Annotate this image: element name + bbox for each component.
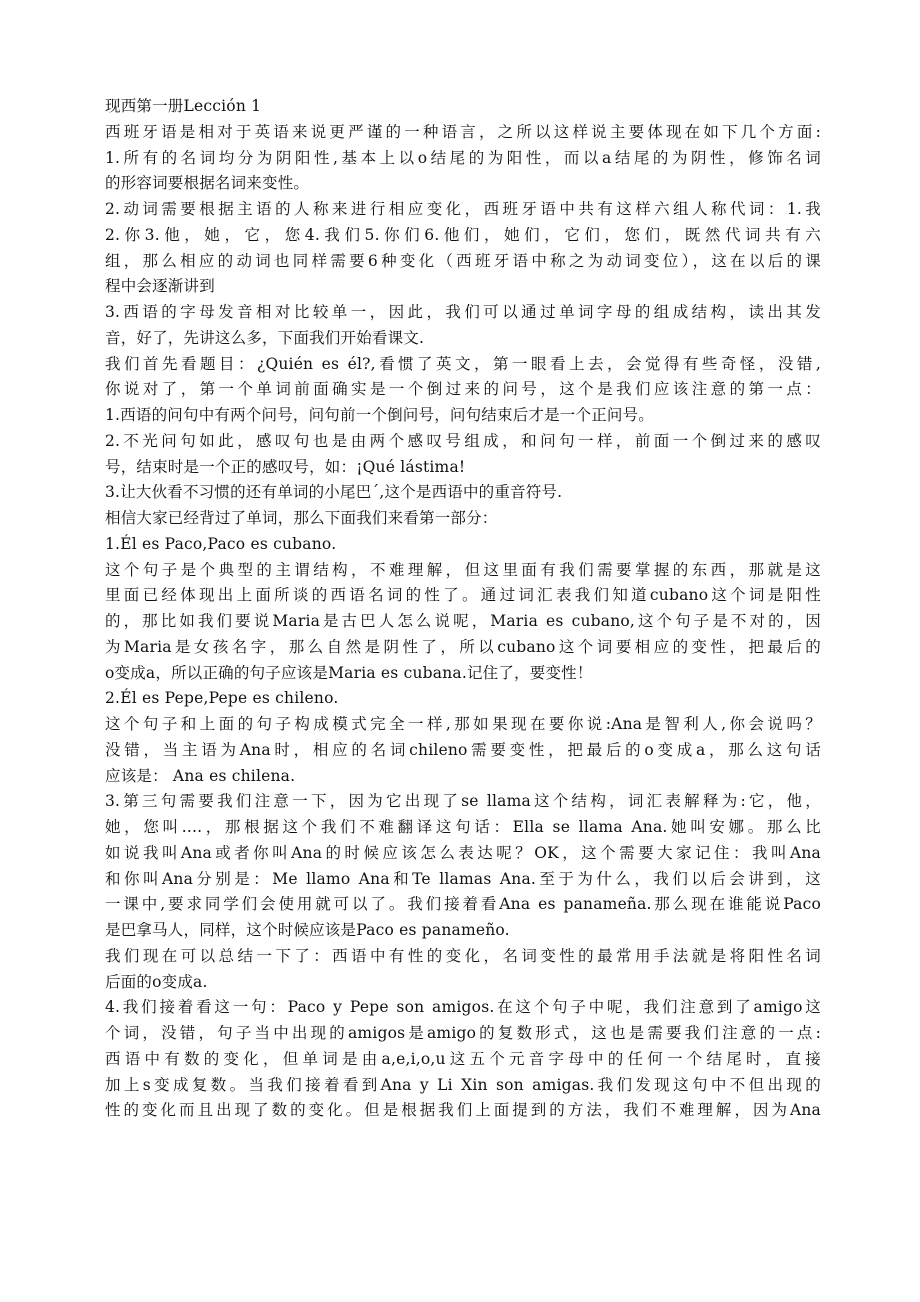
text-line: 应该是： Ana es chilena. xyxy=(105,766,296,785)
text-line: 程中会逐渐讲到 xyxy=(105,277,215,296)
text-line: 现西第一册Lección 1 xyxy=(105,97,262,115)
text-line: 这个句子是个典型的主谓结构，不难理解，但这里面有我们需要掌握的东西，那就是这 xyxy=(105,560,821,579)
text-line: 相信大家已经背过了单词，那么下面我们来看第一部分： xyxy=(105,509,498,527)
text-line: 性的变化而且出现了数的变化。但是根据我们上面提到的方法，我们不难理解，因为Ana xyxy=(105,1101,821,1120)
text-line: 的，那比如我们要说Maria是古巴人怎么说呢，Maria es cubano,这个句子是不对的，因 xyxy=(105,612,821,630)
text-line: 后面的o变成a. xyxy=(105,972,208,991)
text-line: 加上s变成复数。当我们接着看到Ana y Li Xin son amigas.我们发现这句中不但出现的 xyxy=(105,1075,821,1094)
text-line: 你说对了，第一个单词前面确实是一个倒过来的问号，这个是我们应该注意的第一点： xyxy=(105,380,821,399)
text-line: 西班牙语是相对于英语来说更严谨的一种语言，之所以这样说主要体现在如下几个方面: xyxy=(105,122,821,141)
text-line: 为Maria是女孩名字，那么自然是阴性了，所以cubano这个词要相应的变性，把最后的 xyxy=(105,637,821,656)
text-line: 西语中有数的变化，但单词是由a,e,i,o,u这五个元音字母中的任何一个结尾时，直接 xyxy=(105,1049,821,1068)
text-line: 没错，当主语为Ana时，相应的名词chileno需要变性，把最后的o变成a，那么这句话 xyxy=(105,740,821,759)
text-line: 我们首先看题目：¿Quién es él?,看惯了英文，第一眼看上去，会觉得有些奇怪，没错, xyxy=(105,354,821,373)
text-line: 组，那么相应的动词也同样需要6种变化（西班牙语中称之为动词变位），这在以后的课 xyxy=(105,251,821,270)
text-line: 是巴拿马人，同样，这个时候应该是Paco es panameño. xyxy=(105,921,510,939)
text-line: 如说我叫Ana或者你叫Ana的时候应该怎么表达呢？OK，这个需要大家记住：我叫Ana xyxy=(105,843,821,862)
text-line: 2.动词需要根据主语的人称来进行相应变化，西班牙语中共有这样六组人称代词：1.我 xyxy=(105,200,821,218)
text-line: 2.不光问句如此，感叹句也是由两个感叹号组成，和问句一样，前面一个倒过来的感叹 xyxy=(105,431,821,450)
text-line: 1.西语的问句中有两个问号，问句前一个倒问号，问句结束后才是一个正问号。 xyxy=(105,406,654,424)
text-line: 2.Él es Pepe,Pepe es chileno. xyxy=(105,689,339,708)
text-line: 我们现在可以总结一下了：西语中有性的变化，名词变性的最常用手法就是将阳性名词 xyxy=(105,946,821,965)
text-line: 3.让大伙看不习惯的还有单词的小尾巴´,这个是西语中的重音符号. xyxy=(105,483,563,502)
text-line: 个词，没错，句子当中出现的amigos是amigo的复数形式，这也是需要我们注意的一点: xyxy=(105,1024,821,1042)
text-line: 这个句子和上面的句子构成模式完全一样,那如果现在要你说:Ana是智利人,你会说吗？ xyxy=(105,715,821,733)
text-line: 4.我们接着看这一句：Paco y Pepe son amigos.在这个句子中呢，我们注意到了amigo这 xyxy=(105,998,821,1017)
text-line: 3.西语的字母发音相对比较单一，因此，我们可以通过单词字母的组成结构，读出其发 xyxy=(105,303,821,321)
text-line: 2.你3.他，她，它，您4.我们5.你们6.他们，她们，它们，您们，既然代词共有六 xyxy=(105,225,821,244)
text-line: 1.所有的名词均分为阴阳性,基本上以o结尾的为阳性，而以a结尾的为阴性，修饰名词 xyxy=(105,148,821,167)
text-line: 的形容词要根据名词来变性。 xyxy=(105,174,310,193)
text-line: 里面已经体现出上面所谈的西语名词的性了。通过词汇表我们知道cubano这个词是阳性 xyxy=(105,586,821,605)
text-line: 3.第三句需要我们注意一下，因为它出现了se llama这个结构，词汇表解释为:它，他， xyxy=(105,792,821,811)
text-line: 1.Él es Paco,Paco es cubano. xyxy=(105,534,337,553)
text-line: 她，您叫....，那根据这个我们不难翻译这句话：Ella se llama Ana.她叫安娜。那么比 xyxy=(105,818,821,836)
text-line: 音，好了，先讲这么多，下面我们开始看课文. xyxy=(105,328,425,347)
document-page xyxy=(105,94,821,1124)
text-line: 号，结束时是一个正的感叹号，如：¡Qué lástima! xyxy=(105,457,466,476)
text-line: 一课中,要求同学们会使用就可以了。我们接着看Ana es panameña.那么现在谁能说Paco xyxy=(105,895,821,914)
text-line: o变成a，所以正确的句子应该是Maria es cubana.记住了，要变性！ xyxy=(105,663,593,682)
text-line: 和你叫Ana分别是：Me llamo Ana和Te llamas Ana.至于为什么，我们以后会讲到，这 xyxy=(105,869,821,888)
